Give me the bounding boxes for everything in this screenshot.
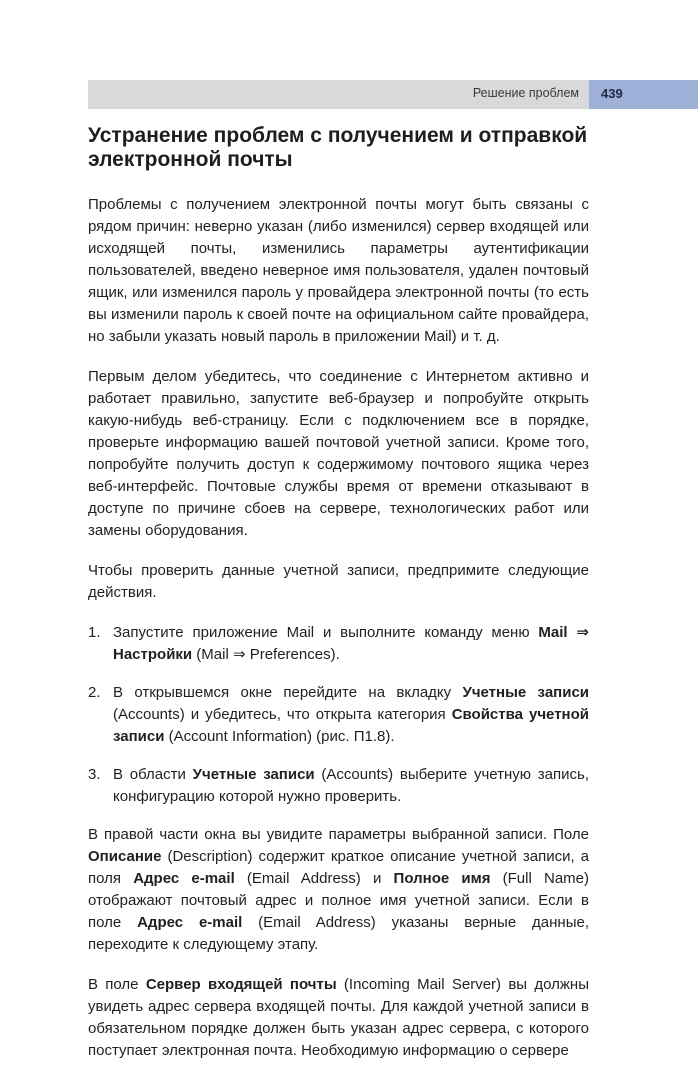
section-title: Решение проблем <box>472 86 579 100</box>
running-header <box>88 80 589 109</box>
list-number: 1. <box>88 624 101 641</box>
section-heading: Устранение проблем с получением и отправкой электронной почты <box>88 124 588 171</box>
paragraph-1: Проблемы с получением электронной почты могут быть связаны с рядом причин: неверно указан (либо изменился) сервер входящей или исходящей почты, изменились параметры аутентификации пользователей, введено неверное имя пользователя, удален почтовый ящик, или изменился пароль у провайдера электронной почты (то есть вы изменили пароль к своей почте на официальном сайте провайдера, но забыли указать новый пароль в приложении Mail) и т. д. <box>88 196 589 345</box>
page-number-box <box>589 80 698 109</box>
paragraph-5: В поле Сервер входящей почты (Incoming Mail Server) вы должны увидеть адрес сервера входящей почты. Для каждой учетной записи в обязательном порядке должен быть указан адрес сервера, с которого поступает электронная почта. Необходимую информацию о сервере <box>88 976 589 1059</box>
list-item: 3. В области Учетные записи (Accounts) выберите учетную запись, конфигурацию которой нужно проверить. <box>88 766 589 805</box>
paragraph-4: В правой части окна вы увидите параметры выбранной записи. Поле Описание (Description) содержит краткое описание учетной записи, а поля Адрес e-mail (Email Address) и Полное имя (Full Name) отображают почтовый адрес и полное имя учетной записи. Если в поле Адрес e-mail (Email Address) указаны верные данные, переходите к следующему этапу. <box>88 826 590 953</box>
steps-list <box>88 622 589 808</box>
tab-name: Учетные записи <box>462 684 590 701</box>
paragraph-2: Первым делом убедитесь, что соединение с Интернетом активно и работает правильно, запустите веб-браузер и попробуйте открыть какую-нибудь веб-страницу. Если с подключением все в порядке, проверьте информацию вашей почтовой учетной записи. Кроме того, попробуйте получить доступ к содержимому почтового ящика через веб-интерфейс. Почтовые службы время от времени отказывают в доступе по причине сбоев на сервере, технологических работ или замены оборудования. <box>88 368 589 539</box>
list-number: 2. <box>88 684 101 701</box>
menu-command: Mail ⇒ Настройки <box>113 624 589 663</box>
page-number: 439 <box>601 86 623 101</box>
area-name: Учетные записи <box>192 766 315 783</box>
list-number: 3. <box>88 766 101 783</box>
paragraph-3: Чтобы проверить данные учетной записи, предпримите следующие действия. <box>88 562 589 601</box>
list-item: 1. Запустите приложение Mail и выполните команду меню Mail ⇒ Настройки (Mail ⇒ Preferences). <box>88 624 589 663</box>
list-item: 2. В открывшемся окне перейдите на вкладку Учетные записи (Accounts) и убедитесь, что открыта категория Свойства учетной записи (Account Information) (рис. П1.8). <box>88 684 590 745</box>
category-name: Свойства учетной записи <box>113 706 589 745</box>
page-body <box>88 124 589 1080</box>
